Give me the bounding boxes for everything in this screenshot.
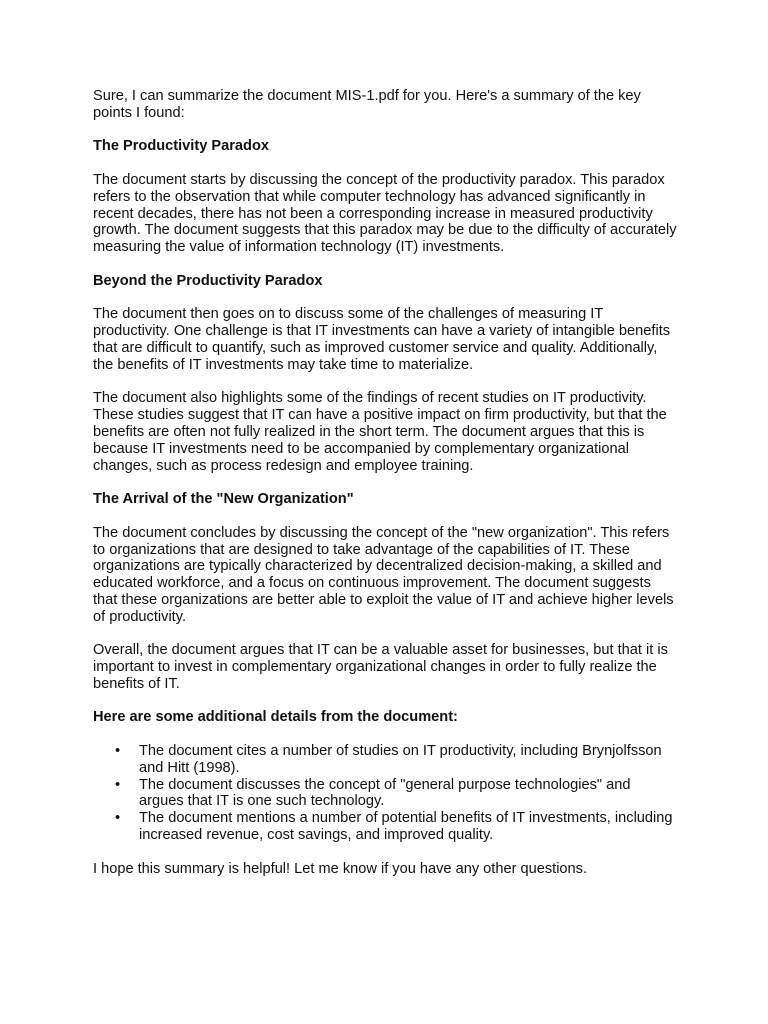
paragraph-productivity-paradox: The document starts by discussing the concept of the productivity paradox. This paradox refers to the observation that while computer technology has advanced significantly in recent decades, there has not been a corresponding increase in measured productivity growth. The document suggests that this paradox may be due to the difficulty of accurately measuring the value of information technology (IT) investments. xyxy=(93,171,677,256)
paragraph-recent-studies: The document also highlights some of the findings of recent studies on IT productivity. These studies suggest that IT can have a positive impact on firm productivity, but that the benefits are often not fully realized in the short term. The document argues that this is because IT investments need to be accompanied by complementary organizational changes, such as process redesign and employee training. xyxy=(93,390,667,474)
bullet-icon: • xyxy=(115,776,121,793)
intro-paragraph: Sure, I can summarize the document MIS-1.pdf for you. Here's a summary of the key points I found: xyxy=(93,88,641,121)
bullet-icon: • xyxy=(115,743,121,760)
list-item xyxy=(115,743,678,777)
bullet-icon: • xyxy=(115,810,121,827)
list-item-text: The document mentions a number of potential benefits of IT investments, including increased revenue, cost savings, and improved quality. xyxy=(139,810,673,844)
closing-paragraph: I hope this summary is helpful! Let me know if you have any other questions. xyxy=(93,860,588,877)
paragraph-measuring-it-productivity: The document then goes on to discuss some of the challenges of measuring IT productivity. One challenge is that IT investments can have a variety of intangible benefits that are difficult to quantify, such as improved customer service and quality. Additionally, the benefits of IT investments may take time to materialize. xyxy=(93,306,671,373)
section-heading-beyond-productivity-paradox: Beyond the Productivity Paradox xyxy=(93,272,323,289)
additional-details-heading: Here are some additional details from the document: xyxy=(93,709,458,726)
paragraph-new-organization: The document concludes by discussing the concept of the "new organization". This refers to organizations that are designed to take advantage of the capabilities of IT. These organizations are typically characterized by decentralized decision-making, a skilled and educated workforce, and a focus on continuous improvement. The document suggests that these organizations are better able to exploit the value of IT and achieve higher levels of productivity. xyxy=(93,524,674,625)
list-item xyxy=(115,810,678,844)
paragraph-overall: Overall, the document argues that IT can be a valuable asset for businesses, but that it is important to invest in complementary organizational changes in order to fully realize the benefits of IT. xyxy=(93,642,668,692)
list-item-text: The document cites a number of studies on IT productivity, including Brynjolfsson and Hitt (1998). xyxy=(139,743,662,776)
section-heading-new-organization: The Arrival of the "New Organization" xyxy=(93,491,354,508)
list-item xyxy=(115,776,678,811)
section-heading-productivity-paradox: The Productivity Paradox xyxy=(93,138,269,155)
additional-details-list xyxy=(93,743,678,844)
list-item-text: The document discusses the concept of "general purpose technologies" and argues that IT is one such technology. xyxy=(139,776,631,810)
